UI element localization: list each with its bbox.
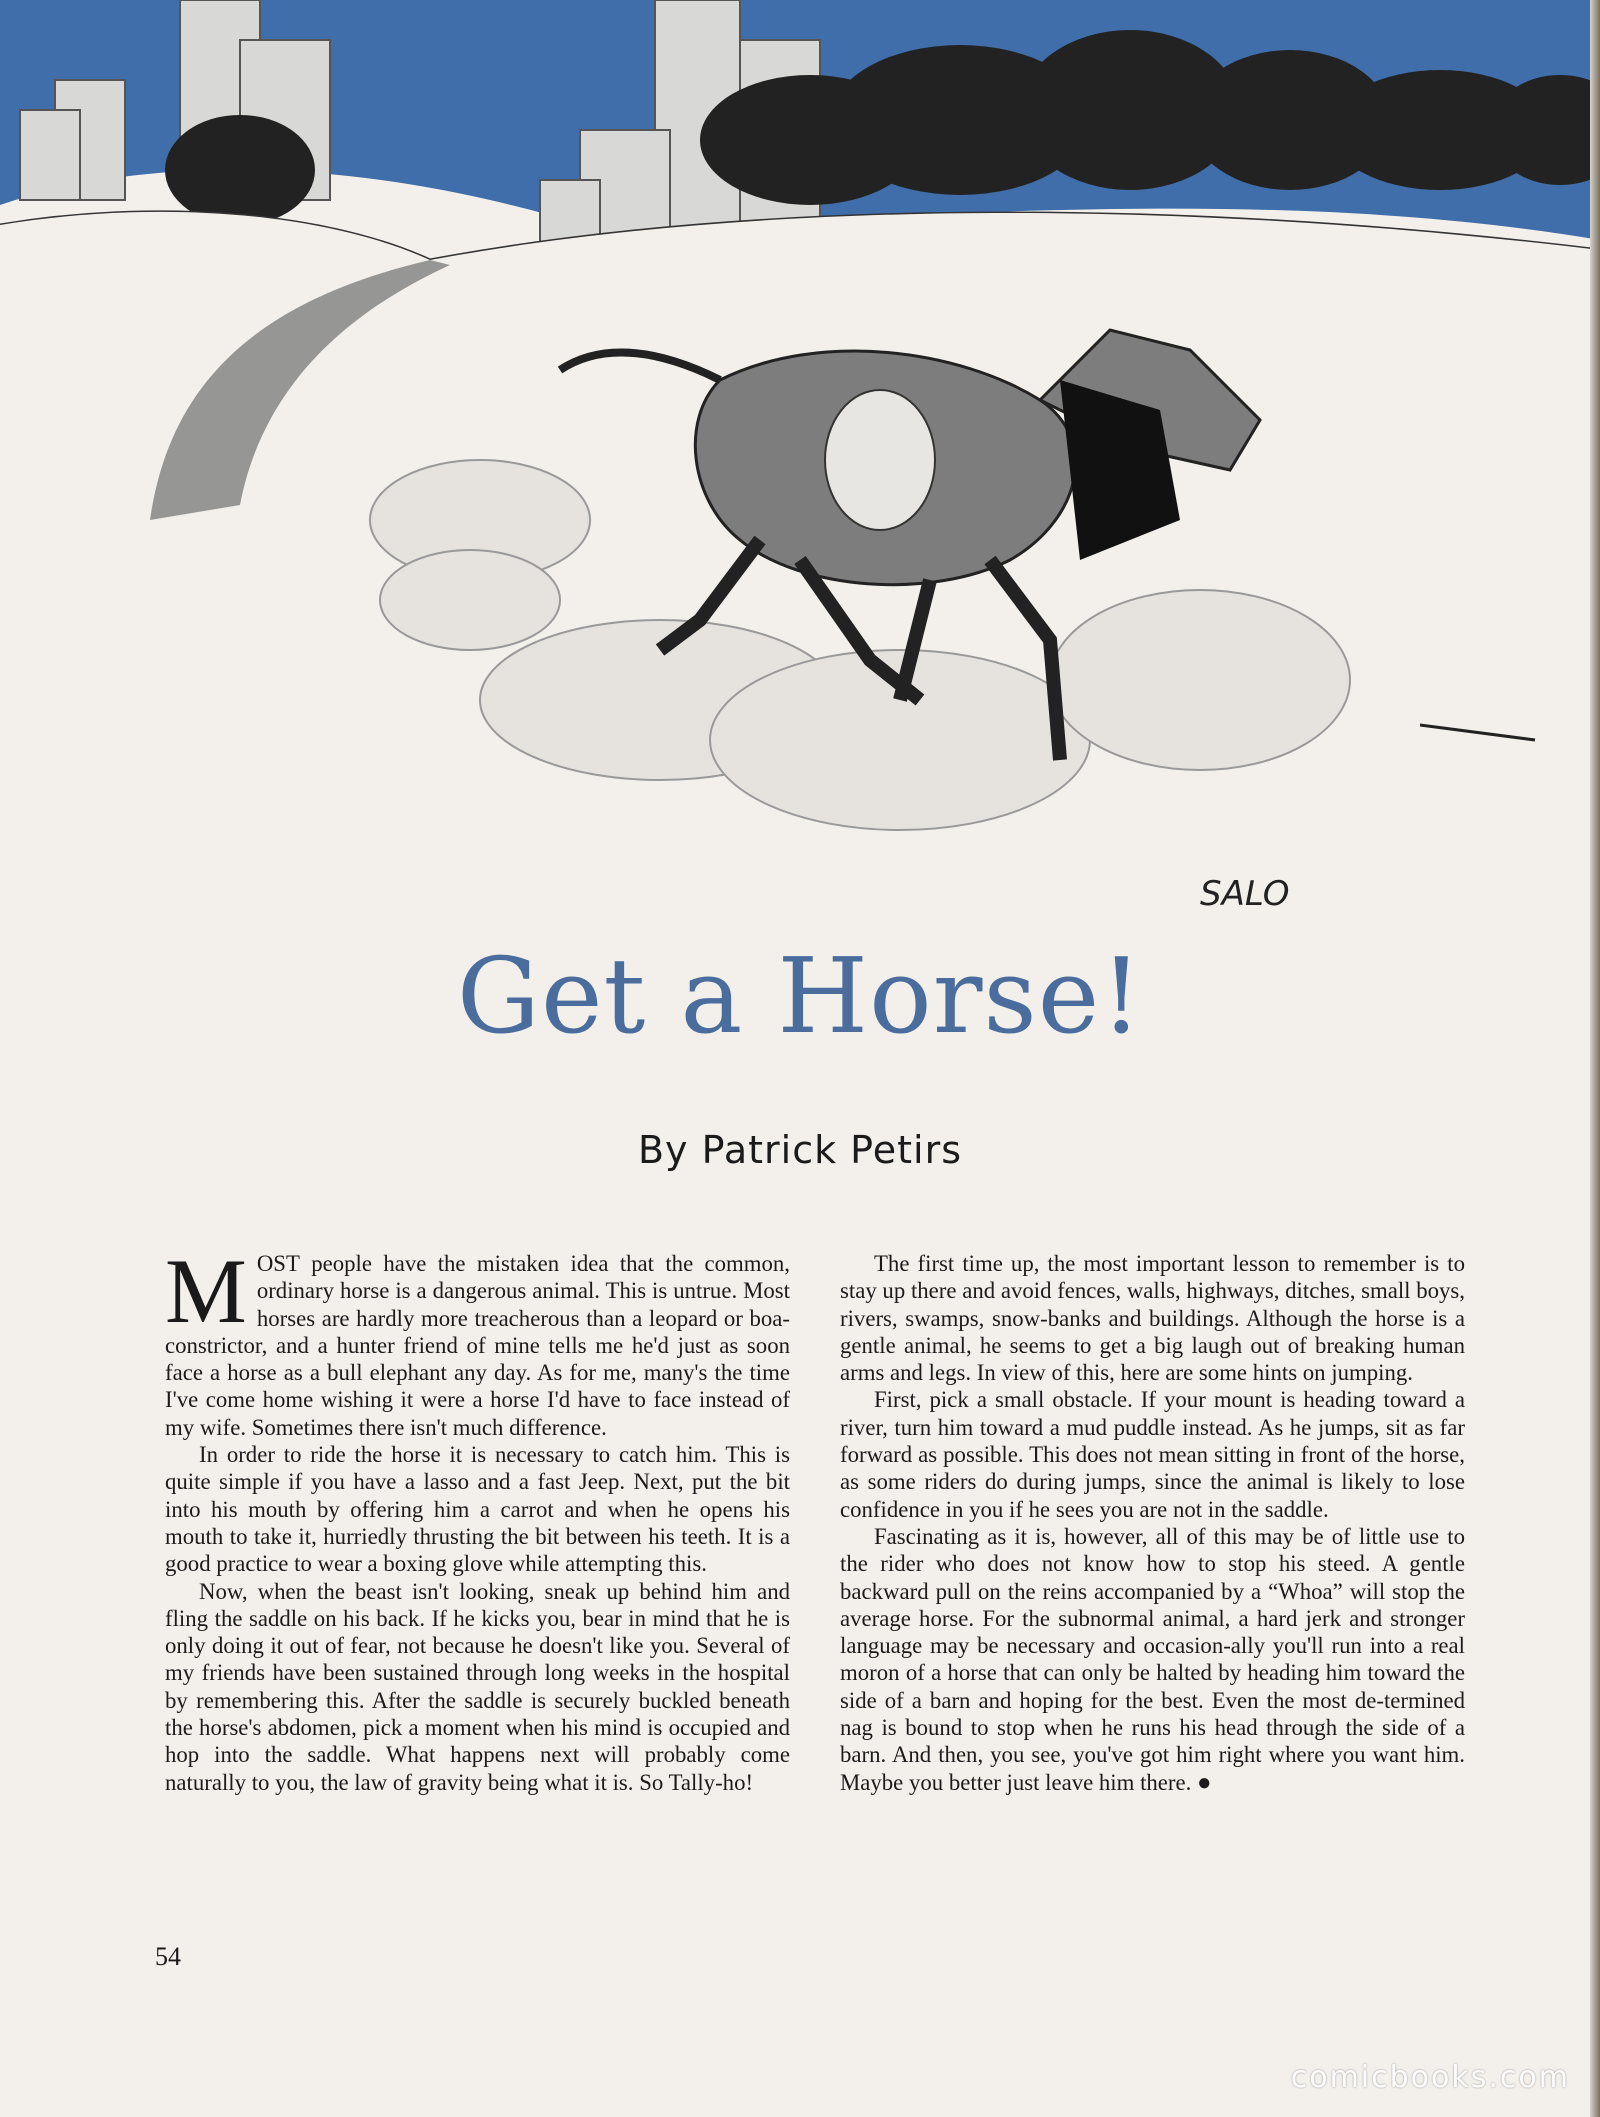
drop-cap: M	[165, 1240, 247, 1342]
page-number: 54	[155, 1942, 181, 1971]
watermark: comicbooks.com	[1290, 2060, 1570, 2095]
left-paragraph-1-text: people have the mistaken idea that the common, ordinary horse is a dangerous animal. This is untrue. Most horses are hardly more treacherous than a leopard or boa-constrictor, and a hunter friend of mine tells me he'd just as soon face a horse as a bull elephant any day. As for me, many's the time I've come home wishing it were a horse I'd have to face instead of my wife. Sometimes there isn't much difference.	[165, 1251, 790, 1440]
right-paragraph-3-text: Fascinating as it is, however, all of this may be of little use to the rider who does not know how to stop his steed. A gentle backward pull on the reins accompanied by a “Whoa” will stop the average horse. For the subnormal animal, a hard jerk and stronger language may be necessary and occasion-ally you'll run into a real moron of a horse that can only be halted by heading him toward the side of a barn and hoping for the best. Even the most de-termined nag is bound to stop when he runs his head through the side of a barn. And then, you see, you've got him right where you want him. Maybe you better just leave him there.	[840, 1523, 1465, 1795]
left-paragraph-3: Now, when the beast isn't looking, sneak up behind him and fling the saddle on his back. If he kicks you, bear in mind that he is only doing it out of fear, not because he doesn't like you. Several of my friends have been sustained through long weeks in the hospital by remembering this. After the saddle is securely buckled beneath the horse's abdomen, pick a moment when his mind is occupied and hop into the saddle. What happens next will probably come naturally to you, the law of gravity being what it is. So Tally-ho!	[165, 1578, 790, 1795]
page-edge	[1590, 0, 1600, 2117]
artist-signature: SALO	[1200, 874, 1290, 910]
right-column	[840, 1250, 1465, 1797]
right-paragraph-1: The first time up, the most important lesson to remember is to stay up there and avoid fences, walls, highways, ditches, small boys, rivers, swamps, snow-banks and buildings. Although the horse is a gentle animal, he seems to get a big laugh out of breaking human arms and legs. In view of this, here are some hints on jumping.	[840, 1251, 1465, 1386]
saddle-cloth	[825, 390, 935, 530]
article-byline: By Patrick Petirs	[637, 1128, 962, 1172]
left-paragraph-2: In order to ride the horse it is necessary to catch him. This is quite simple if you have a lasso and a fast Jeep. Next, put the bit into his mouth by offering him a carrot and when he opens his mouth to take it, hurriedly thrusting the bit between his teeth. It is a good practice to wear a boxing glove while attempting this.	[165, 1442, 790, 1577]
article-title: Get a Horse!	[456, 935, 1144, 1057]
right-paragraph-2: First, pick a small obstacle. If your mount is heading toward a river, turn him toward a mud puddle instead. As he jumps, sit as far forward as possible. This does not mean sitting in front of the horse, as some riders do during jumps, since the animal is likely to lose confidence in you if he sees you are not in the saddle.	[840, 1387, 1465, 1522]
right-paragraph-3	[840, 1523, 1465, 1797]
first-word-rest: OST	[256, 1251, 300, 1276]
header-illustration	[0, 0, 1600, 910]
end-mark: ●	[1197, 1769, 1212, 1796]
left-paragraph-1	[165, 1240, 790, 1441]
left-column	[165, 1240, 790, 1796]
